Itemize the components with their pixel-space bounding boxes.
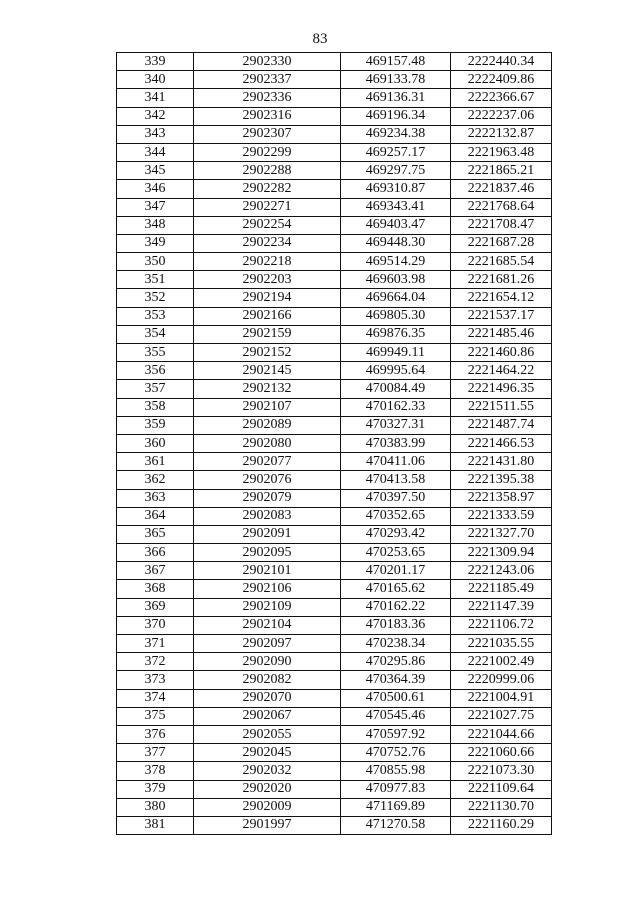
- y-coordinate-cell: 2221130.70: [451, 798, 552, 816]
- row-index-cell: 352: [117, 289, 194, 307]
- table-row: [117, 307, 552, 325]
- table-row: [117, 289, 552, 307]
- point-id-cell: 2902194: [194, 289, 341, 307]
- point-id-cell: 2902107: [194, 398, 341, 416]
- y-coordinate-cell: 2221865.21: [451, 162, 552, 180]
- y-coordinate-cell: 2221002.49: [451, 653, 552, 671]
- point-id-cell: 2902203: [194, 271, 341, 289]
- row-index-cell: 344: [117, 143, 194, 161]
- table-row: [117, 71, 552, 89]
- row-index-cell: 358: [117, 398, 194, 416]
- y-coordinate-cell: 2221243.06: [451, 562, 552, 580]
- x-coordinate-cell: 470352.65: [341, 507, 451, 525]
- point-id-cell: 2902337: [194, 71, 341, 89]
- row-index-cell: 367: [117, 562, 194, 580]
- table-row: [117, 544, 552, 562]
- table-row: [117, 725, 552, 743]
- point-id-cell: 2902336: [194, 89, 341, 107]
- y-coordinate-cell: 2221035.55: [451, 635, 552, 653]
- point-id-cell: 2902307: [194, 125, 341, 143]
- point-id-cell: 2902080: [194, 434, 341, 452]
- table-row: [117, 344, 552, 362]
- point-id-cell: 2902045: [194, 744, 341, 762]
- table-row: [117, 816, 552, 834]
- table-row: [117, 471, 552, 489]
- x-coordinate-cell: 469257.17: [341, 143, 451, 161]
- row-index-cell: 376: [117, 725, 194, 743]
- row-index-cell: 370: [117, 616, 194, 634]
- row-index-cell: 364: [117, 507, 194, 525]
- point-id-cell: 2902091: [194, 525, 341, 543]
- row-index-cell: 379: [117, 780, 194, 798]
- y-coordinate-cell: 2221460.86: [451, 344, 552, 362]
- row-index-cell: 369: [117, 598, 194, 616]
- page-number: 83: [312, 31, 328, 47]
- point-id-cell: 2902090: [194, 653, 341, 671]
- point-id-cell: 2902288: [194, 162, 341, 180]
- table-row: [117, 253, 552, 271]
- x-coordinate-cell: 470752.76: [341, 744, 451, 762]
- table-row: [117, 107, 552, 125]
- x-coordinate-cell: 469603.98: [341, 271, 451, 289]
- y-coordinate-cell: 2221496.35: [451, 380, 552, 398]
- x-coordinate-cell: 469805.30: [341, 307, 451, 325]
- point-id-cell: 2902104: [194, 616, 341, 634]
- table-row: [117, 325, 552, 343]
- y-coordinate-cell: 2221485.46: [451, 325, 552, 343]
- point-id-cell: 2902076: [194, 471, 341, 489]
- row-index-cell: 353: [117, 307, 194, 325]
- y-coordinate-cell: 2221685.54: [451, 253, 552, 271]
- x-coordinate-cell: 469297.75: [341, 162, 451, 180]
- y-coordinate-cell: 2220999.06: [451, 671, 552, 689]
- table-row: [117, 271, 552, 289]
- x-coordinate-cell: 470383.99: [341, 434, 451, 452]
- row-index-cell: 378: [117, 762, 194, 780]
- y-coordinate-cell: 2221464.22: [451, 362, 552, 380]
- x-coordinate-cell: 470413.58: [341, 471, 451, 489]
- row-index-cell: 354: [117, 325, 194, 343]
- y-coordinate-cell: 2221487.74: [451, 416, 552, 434]
- row-index-cell: 381: [117, 816, 194, 834]
- row-index-cell: 362: [117, 471, 194, 489]
- row-index-cell: 361: [117, 453, 194, 471]
- y-coordinate-cell: 2221044.66: [451, 725, 552, 743]
- x-coordinate-cell: 469876.35: [341, 325, 451, 343]
- row-index-cell: 346: [117, 180, 194, 198]
- x-coordinate-cell: 469949.11: [341, 344, 451, 362]
- x-coordinate-cell: 470545.46: [341, 707, 451, 725]
- x-coordinate-cell: 469133.78: [341, 71, 451, 89]
- row-index-cell: 340: [117, 71, 194, 89]
- x-coordinate-cell: 469403.47: [341, 216, 451, 234]
- point-id-cell: 2902070: [194, 689, 341, 707]
- table-row: [117, 453, 552, 471]
- point-id-cell: 2902271: [194, 198, 341, 216]
- point-id-cell: 2902095: [194, 544, 341, 562]
- coordinates-table: [116, 52, 552, 835]
- y-coordinate-cell: 2222409.86: [451, 71, 552, 89]
- row-index-cell: 363: [117, 489, 194, 507]
- x-coordinate-cell: 470162.22: [341, 598, 451, 616]
- point-id-cell: 2902055: [194, 725, 341, 743]
- y-coordinate-cell: 2221963.48: [451, 143, 552, 161]
- x-coordinate-cell: 470411.06: [341, 453, 451, 471]
- table-row: [117, 671, 552, 689]
- table-row: [117, 598, 552, 616]
- x-coordinate-cell: 471169.89: [341, 798, 451, 816]
- table-row: [117, 180, 552, 198]
- y-coordinate-cell: 2221837.46: [451, 180, 552, 198]
- row-index-cell: 372: [117, 653, 194, 671]
- y-coordinate-cell: 2221004.91: [451, 689, 552, 707]
- table-row: [117, 234, 552, 252]
- table-row: [117, 416, 552, 434]
- x-coordinate-cell: 470327.31: [341, 416, 451, 434]
- row-index-cell: 345: [117, 162, 194, 180]
- y-coordinate-cell: 2221654.12: [451, 289, 552, 307]
- y-coordinate-cell: 2221333.59: [451, 507, 552, 525]
- row-index-cell: 343: [117, 125, 194, 143]
- y-coordinate-cell: 2221681.26: [451, 271, 552, 289]
- y-coordinate-cell: 2221185.49: [451, 580, 552, 598]
- y-coordinate-cell: 2221431.80: [451, 453, 552, 471]
- x-coordinate-cell: 470238.34: [341, 635, 451, 653]
- y-coordinate-cell: 2221708.47: [451, 216, 552, 234]
- y-coordinate-cell: 2221109.64: [451, 780, 552, 798]
- x-coordinate-cell: 469136.31: [341, 89, 451, 107]
- row-index-cell: 349: [117, 234, 194, 252]
- point-id-cell: 2902299: [194, 143, 341, 161]
- row-index-cell: 368: [117, 580, 194, 598]
- point-id-cell: 2902152: [194, 344, 341, 362]
- point-id-cell: 2902089: [194, 416, 341, 434]
- row-index-cell: 341: [117, 89, 194, 107]
- row-index-cell: 347: [117, 198, 194, 216]
- y-coordinate-cell: 2221358.97: [451, 489, 552, 507]
- x-coordinate-cell: 470397.50: [341, 489, 451, 507]
- row-index-cell: 350: [117, 253, 194, 271]
- y-coordinate-cell: 2221395.38: [451, 471, 552, 489]
- row-index-cell: 377: [117, 744, 194, 762]
- x-coordinate-cell: 470295.86: [341, 653, 451, 671]
- table-row: [117, 780, 552, 798]
- row-index-cell: 374: [117, 689, 194, 707]
- x-coordinate-cell: 469196.34: [341, 107, 451, 125]
- table-row: [117, 525, 552, 543]
- row-index-cell: 356: [117, 362, 194, 380]
- point-id-cell: 2902106: [194, 580, 341, 598]
- x-coordinate-cell: 469448.30: [341, 234, 451, 252]
- y-coordinate-cell: 2221466.53: [451, 434, 552, 452]
- table-row: [117, 562, 552, 580]
- x-coordinate-cell: 470162.33: [341, 398, 451, 416]
- row-index-cell: 359: [117, 416, 194, 434]
- x-coordinate-cell: 469310.87: [341, 180, 451, 198]
- table-row: [117, 798, 552, 816]
- table-row: [117, 198, 552, 216]
- table-row: [117, 616, 552, 634]
- x-coordinate-cell: 470855.98: [341, 762, 451, 780]
- row-index-cell: 355: [117, 344, 194, 362]
- y-coordinate-cell: 2221687.28: [451, 234, 552, 252]
- row-index-cell: 375: [117, 707, 194, 725]
- x-coordinate-cell: 469995.64: [341, 362, 451, 380]
- x-coordinate-cell: 470183.36: [341, 616, 451, 634]
- point-id-cell: 2902079: [194, 489, 341, 507]
- table-row: [117, 162, 552, 180]
- y-coordinate-cell: 2221511.55: [451, 398, 552, 416]
- row-index-cell: 348: [117, 216, 194, 234]
- point-id-cell: 2902132: [194, 380, 341, 398]
- x-coordinate-cell: 470165.62: [341, 580, 451, 598]
- x-coordinate-cell: 470597.92: [341, 725, 451, 743]
- table-row: [117, 434, 552, 452]
- point-id-cell: 2902166: [194, 307, 341, 325]
- x-coordinate-cell: 470977.83: [341, 780, 451, 798]
- row-index-cell: 371: [117, 635, 194, 653]
- point-id-cell: 2902032: [194, 762, 341, 780]
- row-index-cell: 342: [117, 107, 194, 125]
- point-id-cell: 2902067: [194, 707, 341, 725]
- y-coordinate-cell: 2222366.67: [451, 89, 552, 107]
- x-coordinate-cell: 469664.04: [341, 289, 451, 307]
- y-coordinate-cell: 2221309.94: [451, 544, 552, 562]
- point-id-cell: 2902083: [194, 507, 341, 525]
- x-coordinate-cell: 470201.17: [341, 562, 451, 580]
- table-row: [117, 635, 552, 653]
- y-coordinate-cell: 2222132.87: [451, 125, 552, 143]
- table-row: [117, 762, 552, 780]
- row-index-cell: 357: [117, 380, 194, 398]
- point-id-cell: 2902082: [194, 671, 341, 689]
- x-coordinate-cell: 471270.58: [341, 816, 451, 834]
- y-coordinate-cell: 2221768.64: [451, 198, 552, 216]
- x-coordinate-cell: 470253.65: [341, 544, 451, 562]
- table-row: [117, 89, 552, 107]
- point-id-cell: 2902218: [194, 253, 341, 271]
- point-id-cell: 2902097: [194, 635, 341, 653]
- x-coordinate-cell: 469234.38: [341, 125, 451, 143]
- y-coordinate-cell: 2221327.70: [451, 525, 552, 543]
- y-coordinate-cell: 2221537.17: [451, 307, 552, 325]
- y-coordinate-cell: 2221147.39: [451, 598, 552, 616]
- table-row: [117, 489, 552, 507]
- point-id-cell: 2902282: [194, 180, 341, 198]
- row-index-cell: 366: [117, 544, 194, 562]
- x-coordinate-cell: 470364.39: [341, 671, 451, 689]
- point-id-cell: 2902077: [194, 453, 341, 471]
- y-coordinate-cell: 2222237.06: [451, 107, 552, 125]
- x-coordinate-cell: 470500.61: [341, 689, 451, 707]
- point-id-cell: 2902020: [194, 780, 341, 798]
- table-row: [117, 689, 552, 707]
- table-row: [117, 398, 552, 416]
- table-row: [117, 143, 552, 161]
- row-index-cell: 373: [117, 671, 194, 689]
- x-coordinate-cell: 470084.49: [341, 380, 451, 398]
- x-coordinate-cell: 469514.29: [341, 253, 451, 271]
- point-id-cell: 2902316: [194, 107, 341, 125]
- y-coordinate-cell: 2221060.66: [451, 744, 552, 762]
- point-id-cell: 2902145: [194, 362, 341, 380]
- point-id-cell: 2902009: [194, 798, 341, 816]
- table-row: [117, 380, 552, 398]
- y-coordinate-cell: 2221073.30: [451, 762, 552, 780]
- row-index-cell: 339: [117, 53, 194, 71]
- row-index-cell: 360: [117, 434, 194, 452]
- row-index-cell: 380: [117, 798, 194, 816]
- row-index-cell: 365: [117, 525, 194, 543]
- table-row: [117, 216, 552, 234]
- table-row: [117, 53, 552, 71]
- y-coordinate-cell: 2222440.34: [451, 53, 552, 71]
- x-coordinate-cell: 469343.41: [341, 198, 451, 216]
- point-id-cell: 2902159: [194, 325, 341, 343]
- point-id-cell: 2902254: [194, 216, 341, 234]
- y-coordinate-cell: 2221106.72: [451, 616, 552, 634]
- point-id-cell: 2902109: [194, 598, 341, 616]
- table-row: [117, 125, 552, 143]
- row-index-cell: 351: [117, 271, 194, 289]
- table-row: [117, 707, 552, 725]
- point-id-cell: 2901997: [194, 816, 341, 834]
- table-row: [117, 362, 552, 380]
- table-row: [117, 744, 552, 762]
- coordinates-table-body: [117, 53, 552, 835]
- x-coordinate-cell: 469157.48: [341, 53, 451, 71]
- y-coordinate-cell: 2221160.29: [451, 816, 552, 834]
- point-id-cell: 2902234: [194, 234, 341, 252]
- table-row: [117, 507, 552, 525]
- x-coordinate-cell: 470293.42: [341, 525, 451, 543]
- point-id-cell: 2902330: [194, 53, 341, 71]
- point-id-cell: 2902101: [194, 562, 341, 580]
- y-coordinate-cell: 2221027.75: [451, 707, 552, 725]
- table-row: [117, 580, 552, 598]
- table-row: [117, 653, 552, 671]
